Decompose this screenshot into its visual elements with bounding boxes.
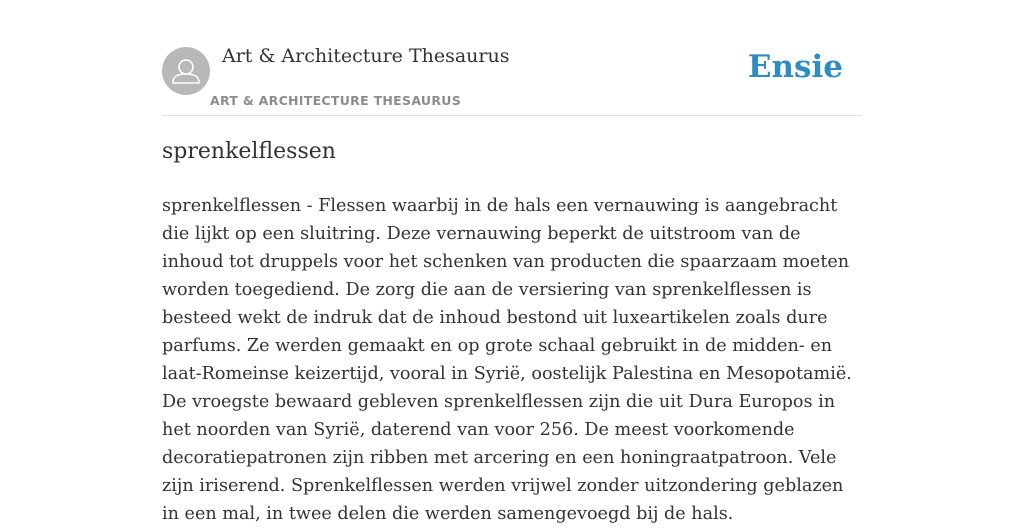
page-title: sprenkelflessen — [162, 139, 336, 164]
definition-text: sprenkelflessen - Flessen waarbij in de hals een vernauwing is aangebracht die lijkt op een sluitring. Deze vernauwing beperkt de uitstroom van de inhoud tot druppels voor het schenken van producten die spaarzaam moeten worden toegediend. De zorg die aan de versiering van sprenkelflessen is besteed wekt de indruk dat de inhoud bestond uit luxeartikelen zoals dure parfums. Ze werden gemaakt en op grote schaal gebruikt in de midden- en laat-Romeinse keizertijd, vooral in Syrië, oostelijk Palestina en Mesopotamië. De vroegste bewaard gebleven sprenkelflessen zijn die uit Dura Europos in het noorden van Syrië, daterend van voor 256. De meest voorkomende decoratiepatronen zijn ribben met arcering en een honingraatpatroon. Vele zijn iriserend. Sprenkelflessen werden vrijwel zonder uitzondering geblazen in een mal, in twee delen die werden samengevoegd bij de hals. — [162, 196, 852, 524]
avatar[interactable] — [162, 47, 210, 95]
author-name[interactable]: Art & Architecture Thesaurus — [222, 45, 510, 67]
user-avatar-icon — [162, 47, 210, 95]
brand-logo[interactable]: Ensie — [747, 49, 843, 85]
category-label[interactable]: ART & ARCHITECTURE THESAURUS — [210, 93, 462, 108]
header — [162, 0, 862, 116]
